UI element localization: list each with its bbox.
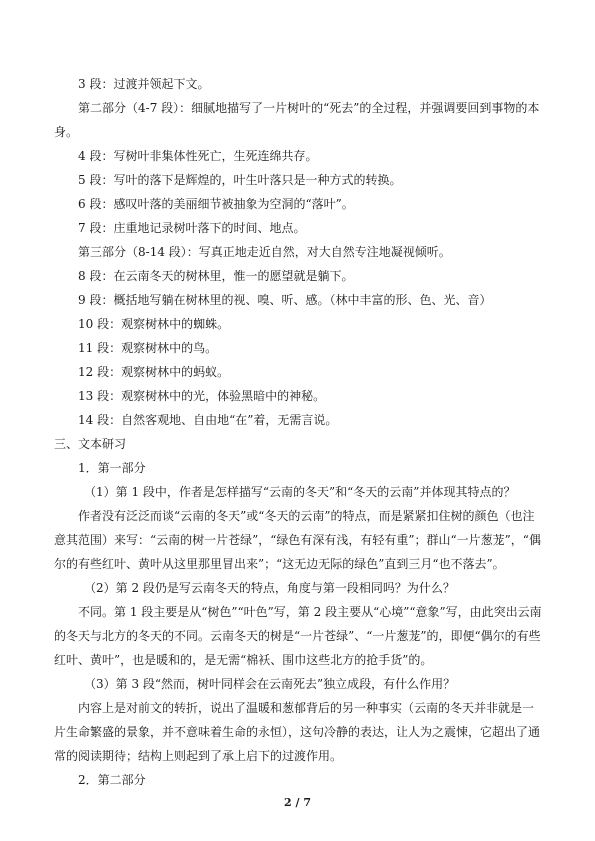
paragraph: 5 段：写叶的落下是辉煌的，叶生叶落只是一种方式的转换。 xyxy=(78,173,402,187)
paragraph: 不同。第 1 段主要是从“树色”“叶色”写，第 2 段主要从“心境”“意象”写，由此突出云南的冬天与北方的冬天的不同。云南冬天的树是“一片苍绿”、“一片葱茏”的，即便“偶尔的有些红叶、黄叶”，也是暖和的，是无需“棉袄、围巾这些北方的抢手货”的。 xyxy=(54,605,542,667)
paragraph: 13 段：观察树林中的光，体验黑暗中的神秘。 xyxy=(78,389,326,403)
paragraph: 作者没有泛泛而谈“云南的冬天”或“冬天的云南”的特点，而是紧紧扣住树的颜色（也注意其范围）来写：“云南的树一片苍绿”，“绿色有深有浅，有轻有重”；群山“一片葱茏”，“偶尔的有些红叶、黄叶从这里那里冒出来”；“这无边无际的绿色”直到三月“也不落去”。 xyxy=(54,509,541,571)
paragraph: （1）第 1 段中，作者是怎样描写“云南的冬天”和“冬天的云南”并体现其特点的？ xyxy=(84,485,516,499)
paragraph: 8 段：在云南冬天的树林里，惟一的愿望就是躺下。 xyxy=(78,269,354,283)
paragraph: （3）第 3 段“然而，树叶同样会在云南死去”独立成段，有什么作用？ xyxy=(84,677,456,691)
paragraph: 内容上是对前文的转折，说出了温暖和葱郁背后的另一种事实（云南的冬天并非就是一片生命繁盛的景象，并不意味着生命的永恒），这句冷静的表达，让人为之震悚，它超出了通常的阅读期待；结构上则起到了承上启下的过渡作用。 xyxy=(54,701,541,763)
paragraph: 1．第一部分 xyxy=(78,461,146,475)
paragraph: 2．第二部分 xyxy=(78,773,146,787)
page-number: 2 / 7 xyxy=(284,796,311,809)
paragraph: 第二部分（4-7 段）：细腻地描写了一片树叶的“死去”的全过程，并强调要回到事物的本身。 xyxy=(54,101,540,139)
document-body xyxy=(54,72,544,792)
paragraph: 10 段：观察树林中的蜘蛛。 xyxy=(78,317,230,331)
paragraph: （2）第 2 段仍是写云南冬天的特点，角度与第一段相同吗？为什么？ xyxy=(84,581,455,595)
paragraph: 11 段：观察树林中的鸟。 xyxy=(78,341,218,355)
paragraph: 三、文本研习 xyxy=(54,437,127,451)
paragraph: 12 段：观察树林中的蚂蚁。 xyxy=(78,365,230,379)
paragraph: 9 段：概括地写躺在树林里的视、嗅、听、感。（林中丰富的形、色、光、音） xyxy=(78,293,492,307)
paragraph: 7 段：庄重地记录树叶落下的时间、地点。 xyxy=(78,221,306,235)
paragraph: 3 段：过渡并领起下文。 xyxy=(78,77,210,91)
paragraph: 14 段：自然客观地、自由地“在”着，无需言说。 xyxy=(78,413,338,427)
paragraph: 第三部分（8-14 段）：写真正地走近自然，对大自然专注地凝视倾听。 xyxy=(78,245,451,259)
paragraph: 4 段：写树叶非集体性死亡，生死连绵共存。 xyxy=(78,149,318,163)
paragraph: 6 段：感叹叶落的美丽细节被抽象为空洞的“落叶”。 xyxy=(78,197,354,211)
